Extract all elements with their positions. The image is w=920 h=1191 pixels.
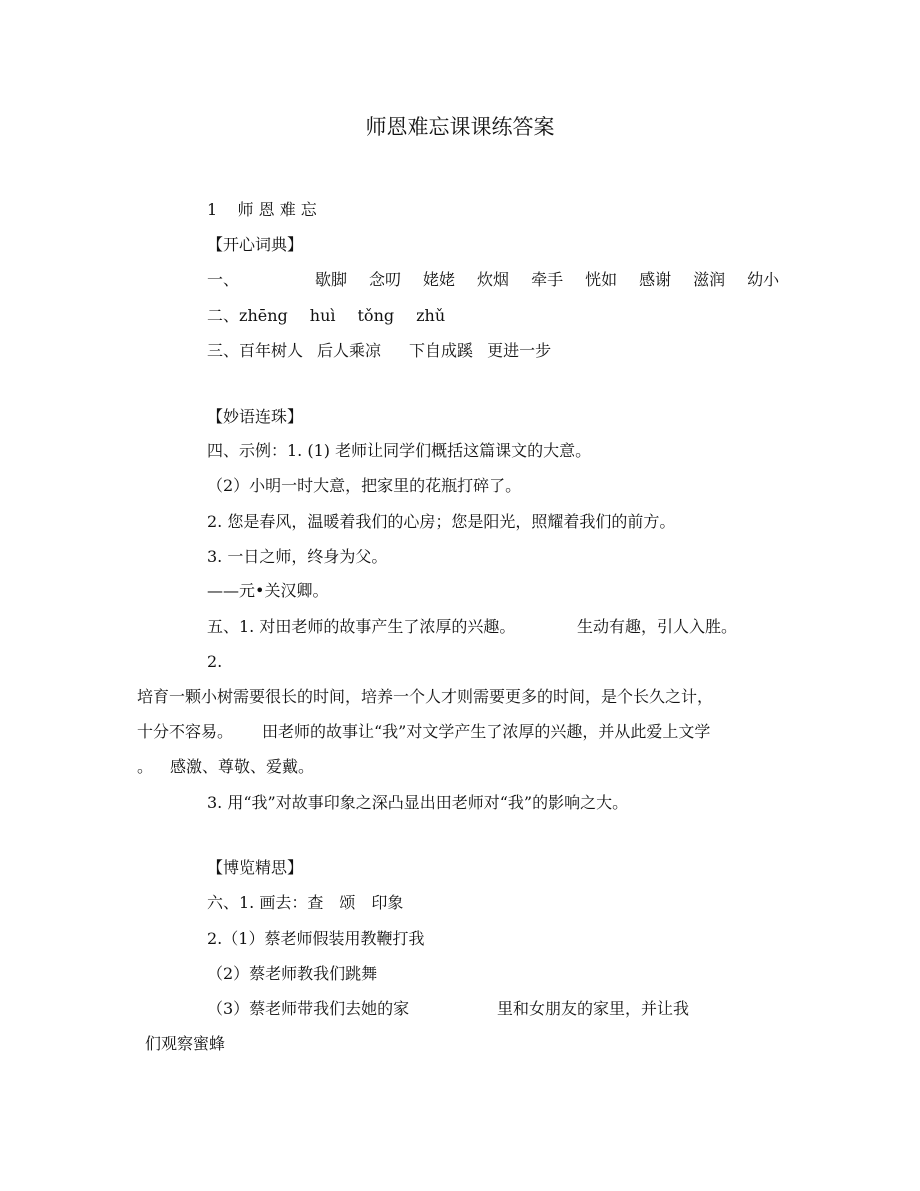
question-6-line: 2.（1）蔡老师假装用教鞭打我 [207,929,425,948]
lesson-heading [207,200,317,220]
lesson-name: 师 恩 难 忘 [237,200,317,219]
section-heading-bolan: 【博览精思】 [207,858,304,877]
word-item: 滋润 [693,270,726,289]
lesson-number: 1 [207,200,218,219]
question-4-line: 2. 您是春风，温暖着我们的心房；您是阳光，照耀着我们的前方。 [207,512,676,531]
question-6-line-b: 里和女朋友的家里，并让我 [497,999,690,1018]
word-item: 念叨 [369,270,402,289]
word-item: 歇脚 [315,270,348,289]
question-5-line: 2. [207,652,223,671]
pinyin-item: huì [309,306,336,325]
question-5-line: 3. 用“我”对故事印象之深凸显出田老师对“我”的影响之大。 [207,793,629,812]
question-4-line: （2）小明一时大意，把家里的花瓶打碎了。 [207,476,522,495]
word-item: 感谢 [639,270,672,289]
question-5-line [207,617,515,637]
section-heading-miaoyu: 【妙语连珠】 [207,407,304,426]
question-4-line: ——元•关汉卿。 [207,581,329,600]
question-3-label: 三、 [207,341,240,360]
question-3 [207,341,551,361]
document-title: 师恩难忘课课练答案 [365,115,555,139]
question-6-line-a: （3）蔡老师带我们去她的家 [207,999,410,1018]
idiom-item: 更进一步 [487,341,552,360]
word-item: 幼小 [747,270,780,289]
question-5-line-b: 田老师的故事让“我”对文学产生了浓厚的兴趣，并从此爱上文学 [262,722,711,741]
word-item: 炊烟 [477,270,510,289]
question-2-label: 二、 [207,306,240,325]
question-6-line: 们观察蜜蜂 [145,1034,226,1053]
question-1-words [315,270,779,290]
idiom-item: 下自成蹊 [409,341,474,360]
word-item: 姥姥 [423,270,456,289]
question-1-label: 一、 [207,270,240,289]
pinyin-item: zhǔ [416,306,446,325]
question-1 [207,270,239,290]
pinyin-item: zhēng [239,306,288,325]
word-item: 牵手 [531,270,564,289]
question-5-answer-b: 生动有趣，引人入胜。 [577,617,738,636]
question-5-line: 培育一颗小树需要很长的时间，培养一个人才则需要更多的时间，是个长久之计， [137,687,714,706]
question-5-line-b: 感激、尊敬、爱戴。 [170,757,315,776]
idiom-item: 百年树人 [239,341,304,360]
question-6-line: （2）蔡老师教我们跳舞 [207,964,378,983]
question-4-line: 3. 一日之师，终身为父。 [207,547,388,566]
question-5-line-a: 十分不容易。 [137,722,234,741]
question-5-answer-a: 五、1. 对田老师的故事产生了浓厚的兴趣。 [207,617,516,636]
idiom-item: 后人乘凉 [317,341,382,360]
question-6-line: 六、1. 画去：查 颂 印象 [207,893,404,912]
word-item: 恍如 [585,270,618,289]
pinyin-item: tǒng [357,306,395,325]
question-4-line: 四、示例：1. (1) 老师让同学们概括这篇课文的大意。 [207,441,592,460]
section-heading-kaixin: 【开心词典】 [207,235,304,254]
question-2 [207,306,445,326]
question-5-line-a: 。 [137,757,154,776]
